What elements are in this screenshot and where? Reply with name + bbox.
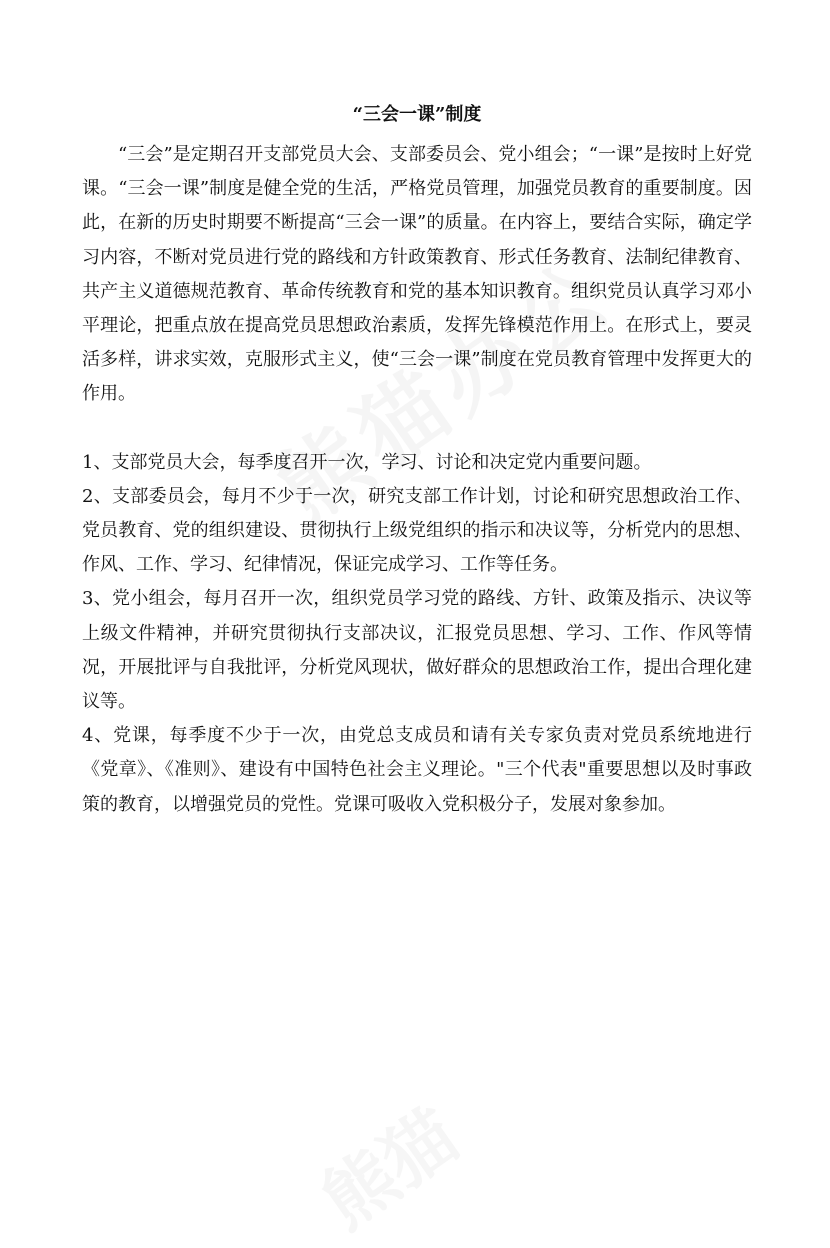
paragraph-spacer — [82, 412, 752, 446]
watermark-bottom — [298, 1014, 563, 1237]
intro-paragraph: “三会”是定期召开支部党员大会、支部委员会、党小组会；“一课”是按时上好党课。“三会一课”制度是健全党的生活，严格党员管理，加强党员教育的重要制度。因此，在新的历史时期要不断提高“三会一课”的质量。在内容上，要结合实际，确定学习内容，不断对党员进行党的路线和方针政策教育、形式任务教育、法制纪律教育、共产主义道德规范教育、革命传统教育和党的基本知识教育。组织党员认真学习邓小平理论，把重点放在提高党员思想政治素质，发挥先锋模范作用上。在形式上，要灵活多样，讲求实效，克服形式主义，使“三会一课”制度在党员教育管理中发挥更大的作用。 — [82, 144, 752, 405]
rule-item-4: 4、党课，每季度不少于一次，由党总支成员和请有关专家负责对党员系统地进行《党章》、《准则》、建设有中国特色社会主义理论。"三个代表"重要思想以及时事政策的教育，以增强党员的党性。党课可吸收入党积极分子，发展对象参加。 — [82, 725, 752, 815]
document-title: “三会一课”制度 — [352, 104, 482, 125]
document-body — [82, 98, 752, 822]
rule-item-2: 2、支部委员会，每月不少于一次，研究支部工作计划，讨论和研究思想政治工作、党员教育、党的组织建设、贯彻执行上级党组织的指示和决议等，分析党内的思想、作风、工作、学习、纪律情况，保证完成学习、工作等任务。 — [82, 485, 752, 576]
rule-item-3: 3、党小组会，每月召开一次，组织党员学习党的路线、方针、政策及指示、决议等上级文件精神，并研究贯彻执行支部决议，汇报党员思想、学习、工作、作风等情况，开展批评与自我批评，分析党风现状，做好群众的思想政治工作，提出合理化建议等。 — [82, 588, 752, 713]
rule-item-1: 1、支部党员大会，每季度召开一次，学习、讨论和决定党内重要问题。 — [82, 451, 652, 473]
